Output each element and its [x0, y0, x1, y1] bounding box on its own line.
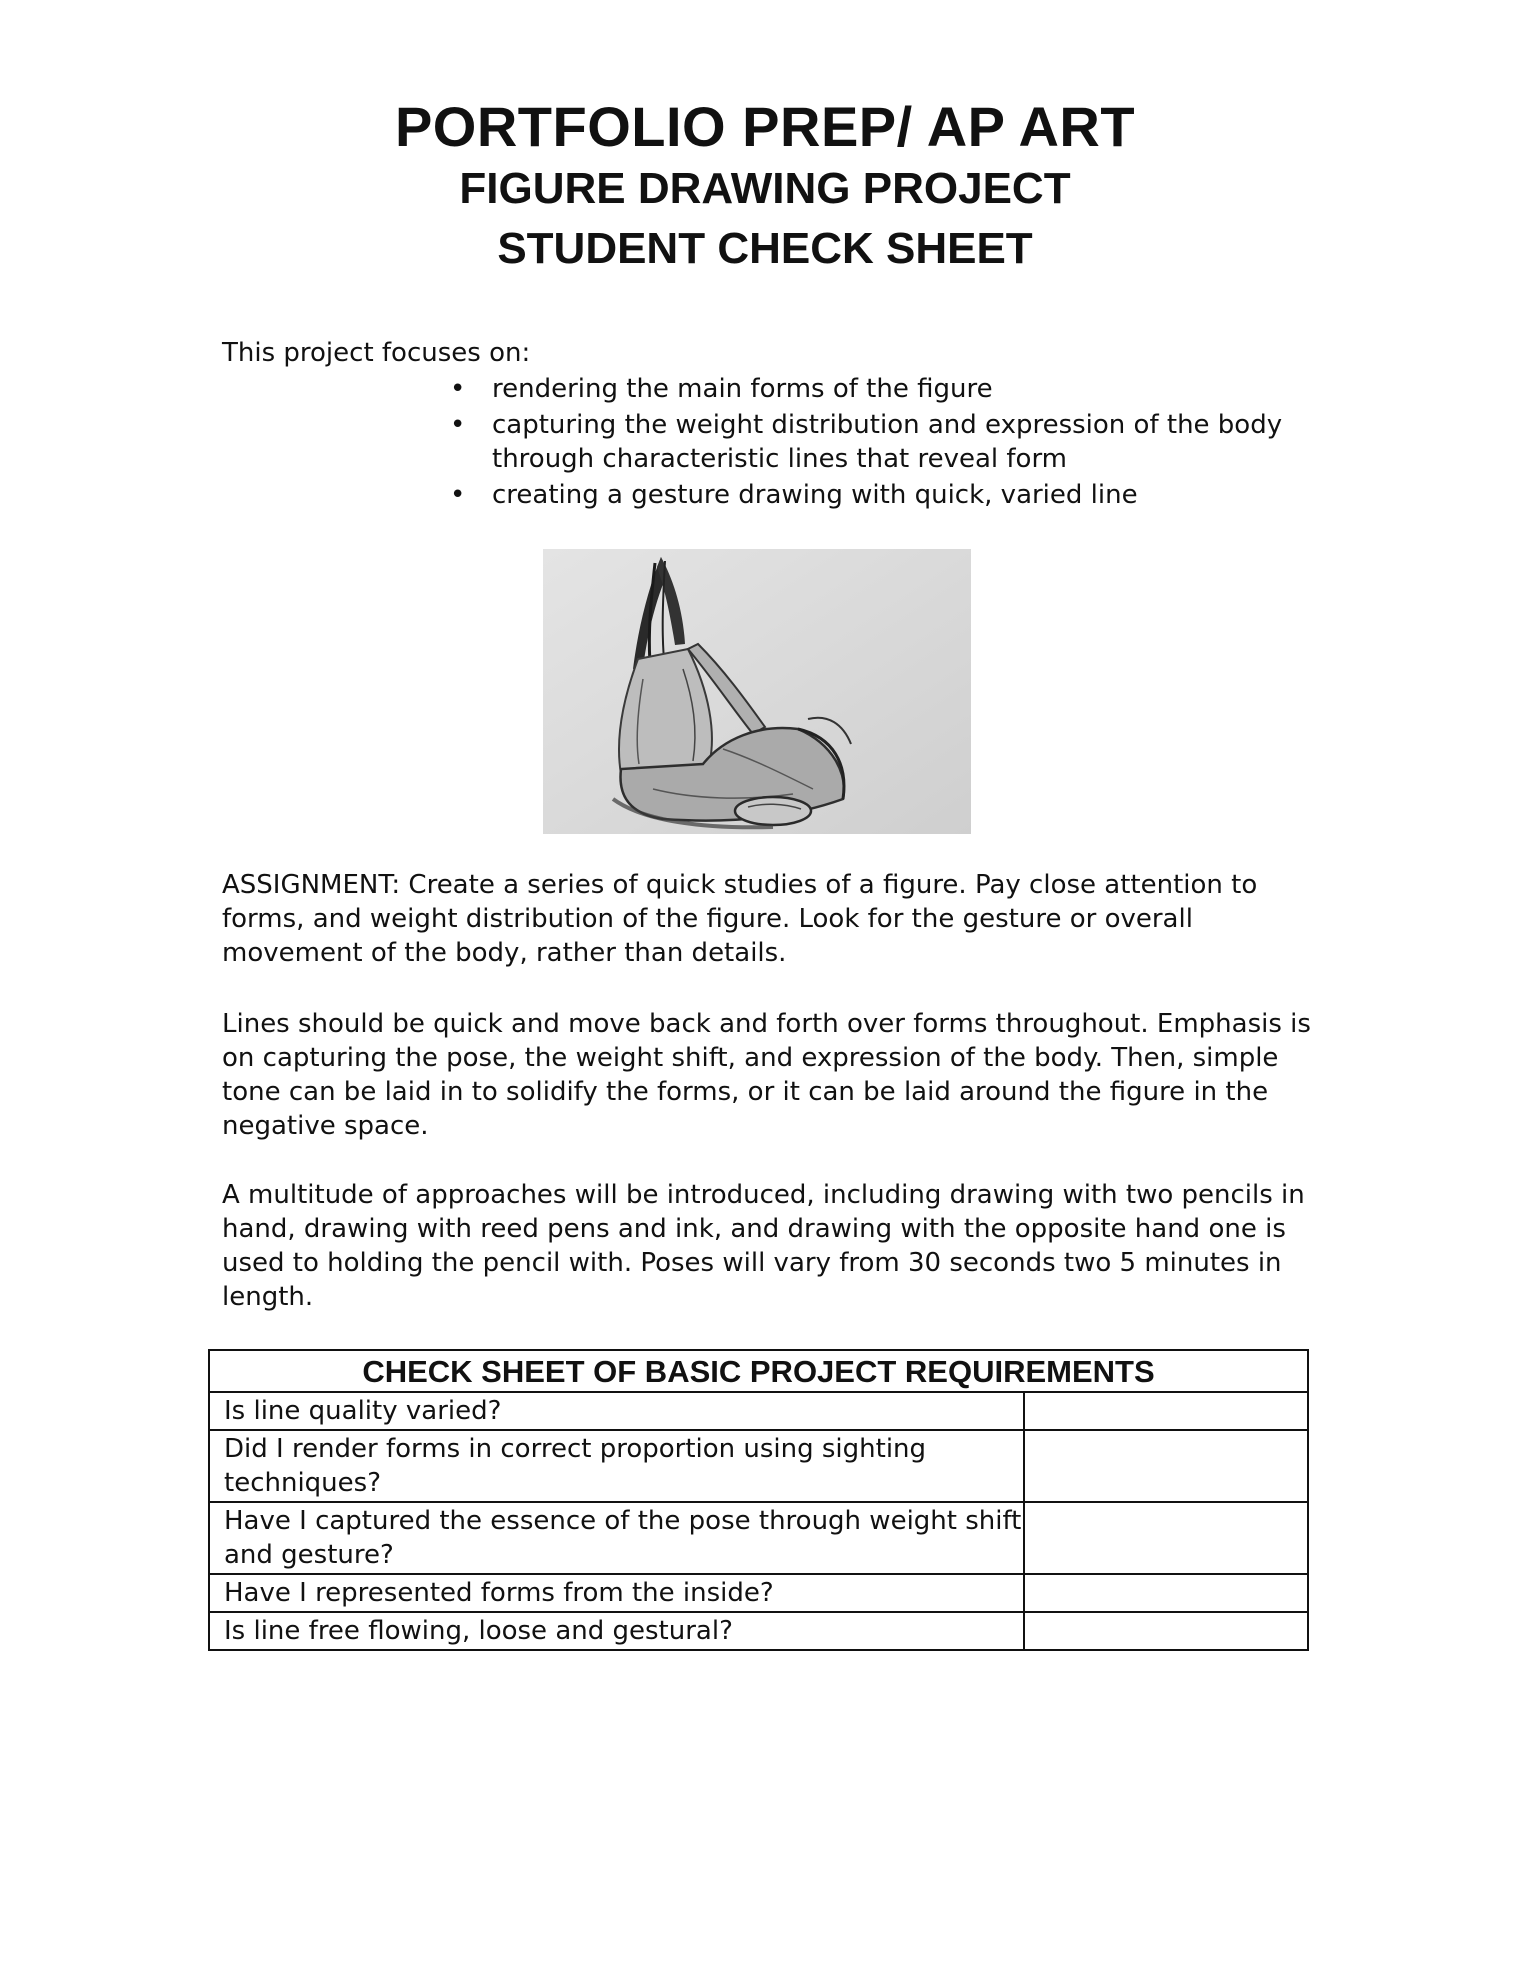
checklist-answer-cell[interactable]: [1024, 1502, 1308, 1574]
page-subtitle-project: FIGURE DRAWING PROJECT: [459, 164, 1071, 213]
table-row: [209, 1612, 1308, 1650]
table-row: [209, 1502, 1308, 1574]
figure-drawing-sketch: [543, 549, 971, 834]
focus-item: [442, 408, 1322, 476]
lines-paragraph: Lines should be quick and move back and forth over forms throughout. Emphasis is on capturing the pose, the weight shift, and expression of the body. Then, simple tone can be laid in to solidify the forms, or it can be laid around the figure in the negative space.: [222, 1009, 1311, 1141]
figure-drawing-image: [543, 549, 971, 834]
checklist-answer-cell[interactable]: [1024, 1574, 1308, 1612]
focus-list: [442, 372, 1322, 514]
table-row: [209, 1574, 1308, 1612]
focus-item: [442, 478, 1322, 512]
checklist-answer-cell[interactable]: [1024, 1392, 1308, 1430]
table-header-row: [209, 1350, 1308, 1392]
checklist-question: Is line free flowing, loose and gestural?: [209, 1612, 1024, 1650]
approaches-paragraph: A multitude of approaches will be introduced, including drawing with two pencils in hand, drawing with reed pens and ink, and drawing with the opposite hand one is used to holding the pencil with. Poses will vary from 30 seconds two 5 minutes in length.: [222, 1180, 1305, 1312]
page-subtitle-checksheet: STUDENT CHECK SHEET: [497, 224, 1033, 273]
assignment-paragraph: ASSIGNMENT: Create a series of quick studies of a figure. Pay close attention to forms, and weight distribution of the figure. Look for the gesture or overall movement of the body, rather than details.: [222, 870, 1258, 968]
bullet-icon: •: [450, 374, 466, 404]
bullet-icon: •: [450, 410, 466, 440]
checklist-answer-cell[interactable]: [1024, 1430, 1308, 1502]
table-row: [209, 1430, 1308, 1502]
checklist-question: Have I represented forms from the inside?: [209, 1574, 1024, 1612]
checklist-question: Did I render forms in correct proportion using sighting techniques?: [209, 1430, 1024, 1502]
focus-item-text: creating a gesture drawing with quick, varied line: [492, 480, 1138, 510]
focus-item: [442, 372, 1322, 406]
page-title: PORTFOLIO PREP/ AP ART: [394, 95, 1136, 158]
checklist-heading: CHECK SHEET OF BASIC PROJECT REQUIREMENTS: [209, 1350, 1308, 1392]
focus-intro: This project focuses on:: [222, 338, 531, 368]
checklist-answer-cell[interactable]: [1024, 1612, 1308, 1650]
checklist-question: Have I captured the essence of the pose through weight shift and gesture?: [209, 1502, 1024, 1574]
focus-item-text: rendering the main forms of the figure: [492, 374, 993, 404]
requirements-checklist-table: [208, 1349, 1309, 1651]
title-block: [0, 95, 1530, 279]
table-row: [209, 1392, 1308, 1430]
bullet-icon: •: [450, 480, 466, 510]
checklist-question: Is line quality varied?: [209, 1392, 1024, 1430]
focus-item-text: capturing the weight distribution and expression of the body through characteristic lines that reveal form: [492, 410, 1283, 474]
